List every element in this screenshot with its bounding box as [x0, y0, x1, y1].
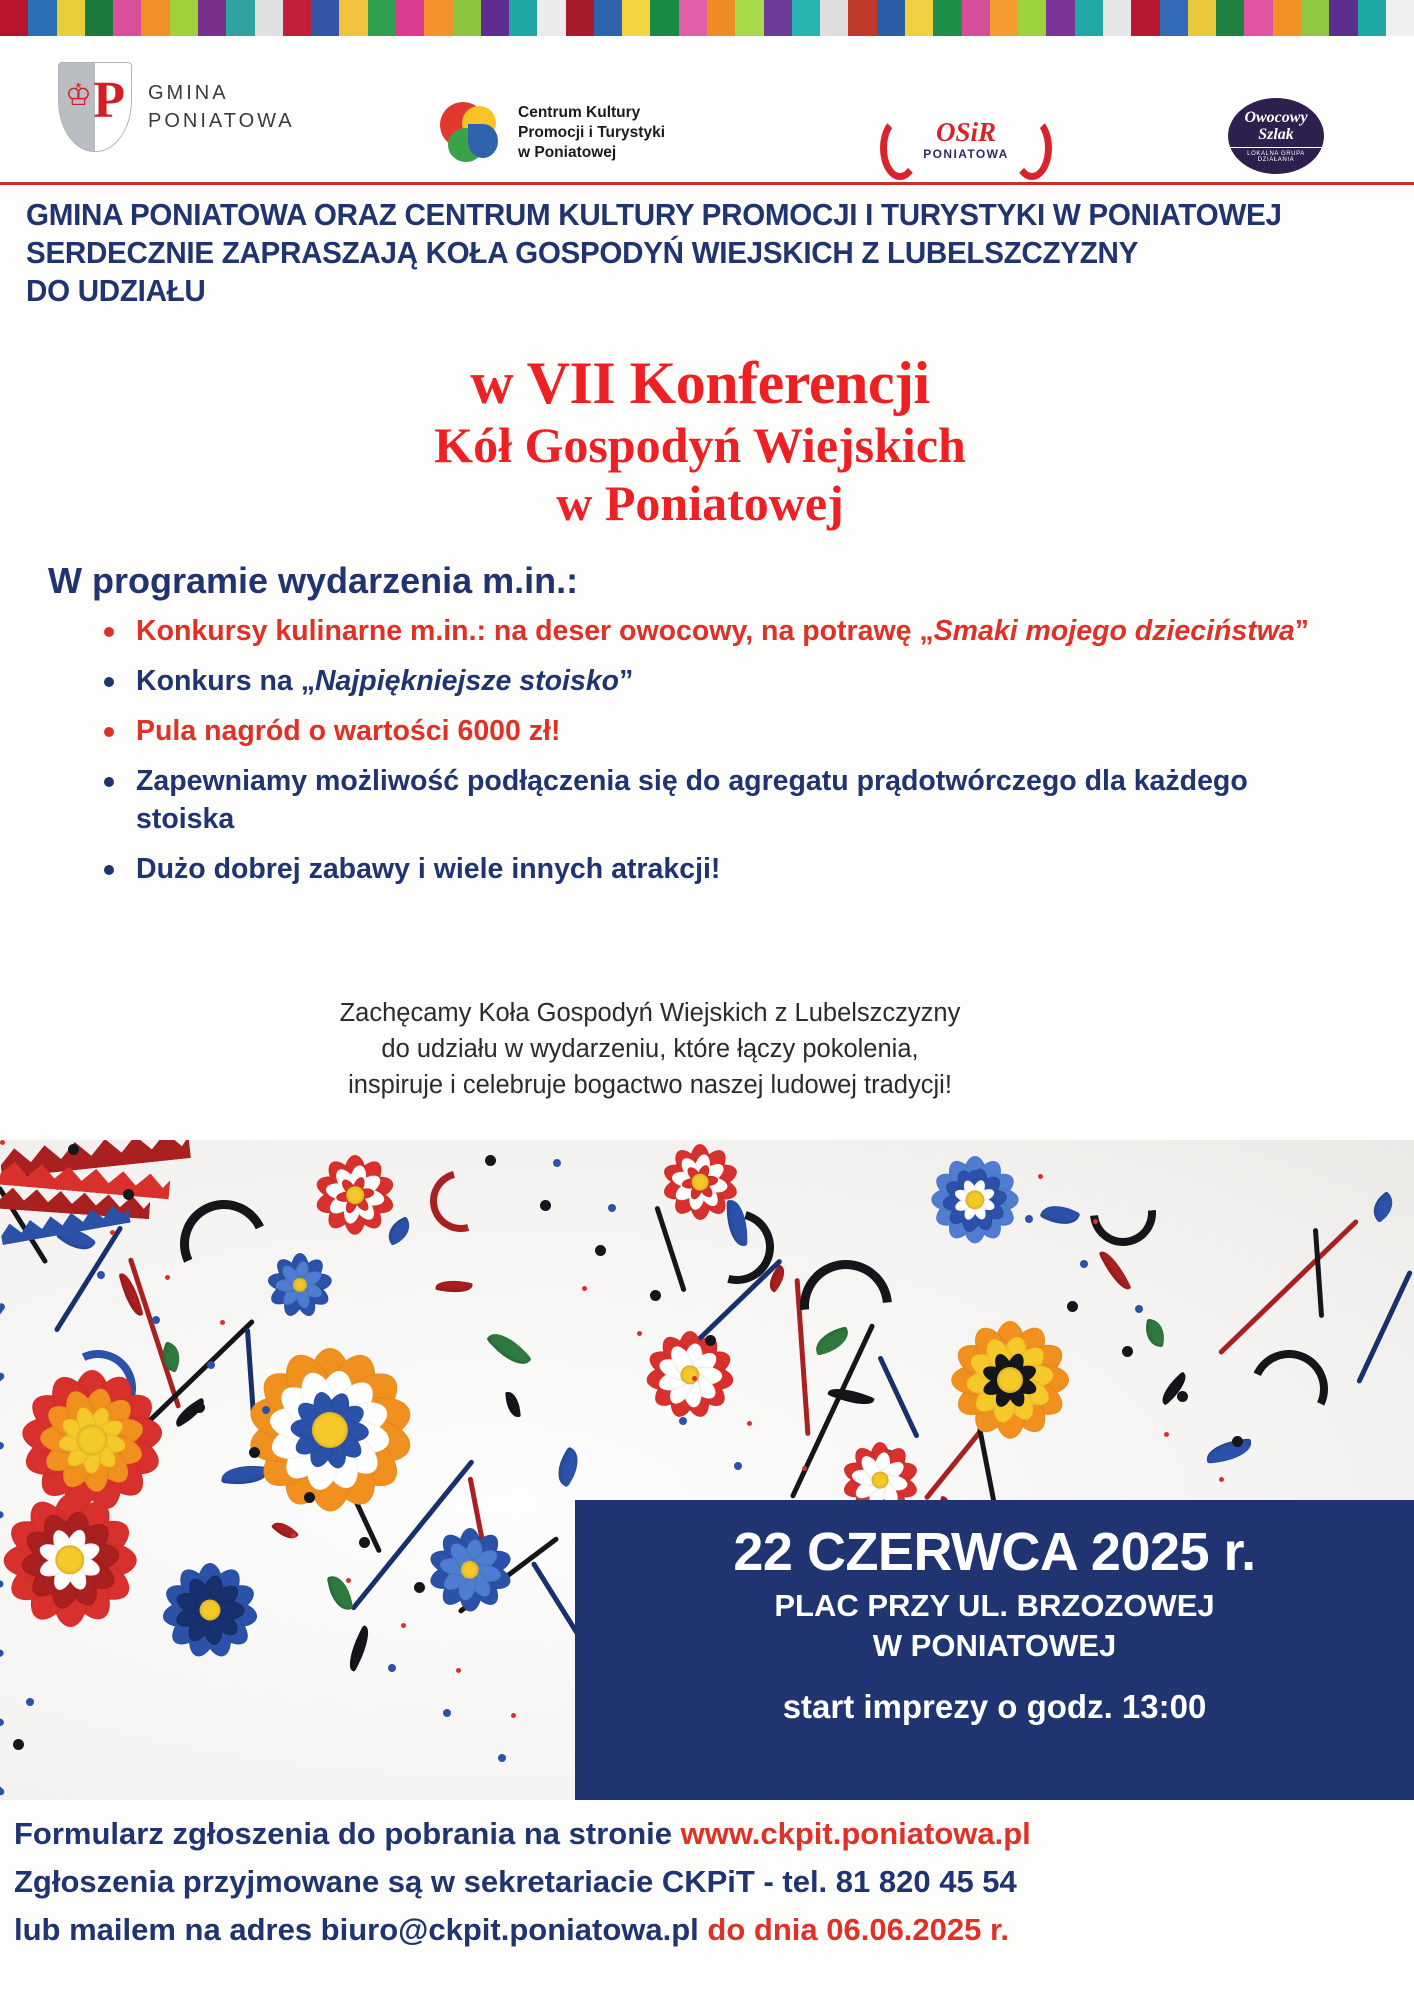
leaf: [271, 1517, 299, 1544]
list-item-text-tail: ”: [619, 665, 634, 697]
dot: [152, 1316, 160, 1324]
dot: [443, 1709, 451, 1717]
burst-spike: [0, 1441, 5, 1479]
contact-footer: [14, 1810, 1404, 1954]
stem: [877, 1355, 920, 1439]
page-title: [280, 350, 1120, 532]
color-strip-segment: [1018, 0, 1046, 36]
leaf: [505, 1391, 521, 1418]
list-item-emphasis: Smaki mojego dzieciństwa: [933, 615, 1295, 647]
burst-spike: [0, 1511, 4, 1534]
list-item-text: Konkursy kulinarne m.in.: na deser owocowy, na potrawę „: [136, 615, 934, 647]
dot: [346, 1578, 351, 1583]
dot: [304, 1492, 315, 1503]
color-strip-segment: [226, 0, 254, 36]
dot: [401, 1623, 406, 1628]
intro-line-1: GMINA PONIATOWA ORAZ CENTRUM KULTURY PROMOCJI I TURYSTYKI W PONIATOWEJ: [26, 198, 1282, 232]
color-strip-segment: [962, 0, 990, 36]
ckpit-mark-icon: [440, 102, 506, 164]
flower-core: [997, 1367, 1023, 1393]
swirl: [419, 1159, 504, 1244]
orange-rosette-large: [244, 1344, 416, 1516]
color-strip-segment: [1358, 0, 1386, 36]
logo-ckpit-line2: Promocji i Turystyki: [518, 124, 666, 141]
program-list: [90, 612, 1320, 900]
dot: [0, 1140, 5, 1145]
dot: [498, 1754, 506, 1762]
intro-line-3: DO UDZIAŁU: [26, 274, 206, 308]
leaf: [1098, 1247, 1131, 1294]
dot: [123, 1189, 134, 1200]
dot: [194, 1402, 205, 1413]
dot: [317, 1451, 325, 1459]
color-strip-segment: [1046, 0, 1074, 36]
dot: [595, 1245, 606, 1256]
red-flower-top-center: [660, 1142, 740, 1222]
color-strip-segment: [707, 0, 735, 36]
color-strip-segment: [594, 0, 622, 36]
color-strip-segment: [1386, 0, 1414, 36]
footer-line-1: [14, 1810, 1404, 1858]
invitation-intro: [26, 196, 1355, 310]
logo-gmina-poniatowa: [58, 62, 295, 152]
color-strip-segment: [933, 0, 961, 36]
dot: [388, 1664, 396, 1672]
color-strip-segment: [481, 0, 509, 36]
dot: [802, 1466, 807, 1471]
dot: [1135, 1305, 1143, 1313]
color-strip-segment: [85, 0, 113, 36]
leaf: [1039, 1198, 1080, 1231]
leaf: [550, 1446, 586, 1487]
list-item: [90, 850, 1320, 888]
color-strip-segment: [1216, 0, 1244, 36]
dot: [1177, 1391, 1188, 1402]
leaf: [343, 1625, 375, 1672]
dot: [1164, 1432, 1169, 1437]
footer-email-text[interactable]: lub mailem na adres biuro@ckpit.poniatowa.pl: [14, 1912, 708, 1947]
flower-core: [312, 1412, 348, 1448]
logo-gmina-line2: PONIATOWA: [148, 110, 295, 132]
color-strip-segment: [1075, 0, 1103, 36]
dot: [207, 1361, 215, 1369]
logo-ckpit-text: [518, 103, 665, 163]
dot: [637, 1331, 642, 1336]
szlak-line1: Owocowy: [1244, 109, 1308, 126]
color-strip-segment: [990, 0, 1018, 36]
logo-ckpit-line1: Centrum Kultury: [518, 104, 641, 121]
dot: [291, 1533, 296, 1538]
paragraph-line-3: inspiruje i celebruje bogactwo naszej ludowej tradycji!: [348, 1071, 952, 1099]
burst-spike: [0, 1746, 6, 1796]
dot: [1122, 1346, 1133, 1357]
dot: [540, 1200, 551, 1211]
dot: [747, 1421, 752, 1426]
dot: [220, 1320, 225, 1325]
dot: [511, 1713, 516, 1718]
list-item-text: Konkurs na „: [136, 665, 315, 697]
list-item-text: Zapewniamy możliwość podłączenia się do agregatu prądotwórczego dla każdego stoiska: [136, 765, 1248, 835]
osir-mark-icon: [880, 114, 1052, 168]
osir-sub: PONIATOWA: [923, 147, 1009, 161]
swirl: [1077, 1167, 1170, 1260]
color-strip-segment: [537, 0, 565, 36]
red-rosette-bottom-left: [0, 1490, 140, 1630]
program-heading: W programie wydarzenia m.in.:: [48, 560, 579, 601]
color-strip-segment: [57, 0, 85, 36]
color-strip-segment: [509, 0, 537, 36]
encouragement-paragraph: [190, 995, 1110, 1103]
color-strip-segment: [566, 0, 594, 36]
color-strip-segment: [1131, 0, 1159, 36]
dot: [679, 1417, 687, 1425]
logo-gmina-text: [148, 79, 295, 135]
leaf: [1367, 1191, 1400, 1223]
logo-owocowy-szlak: [1228, 98, 1324, 174]
color-strip-segment: [170, 0, 198, 36]
intro-line-2: SERDECZNIE ZAPRASZAJĄ KOŁA GOSPODYŃ WIEJSKICH Z LUBELSZCZYZNY: [26, 236, 1139, 270]
crest-letter: P: [93, 72, 125, 129]
title-line-2: Kół Gospodyń Wiejskich: [434, 417, 966, 473]
dot: [13, 1739, 24, 1750]
red-orange-rosette: [18, 1366, 166, 1514]
paragraph-line-2: do udziału w wydarzeniu, które łączy pokolenia,: [381, 1035, 919, 1063]
color-strip-segment: [1301, 0, 1329, 36]
title-line-1: w VII Konferencji: [470, 350, 930, 416]
list-item: [90, 612, 1320, 650]
color-strip-segment: [735, 0, 763, 36]
coat-of-arms-icon: [58, 62, 132, 152]
color-strip-segment: [1160, 0, 1188, 36]
footer-line-3: [14, 1906, 1404, 1954]
color-strip-segment: [848, 0, 876, 36]
dot: [553, 1159, 561, 1167]
small-blue-flower: [266, 1251, 334, 1319]
logo-gmina-line1: GMINA: [148, 82, 229, 104]
dot: [26, 1698, 34, 1706]
dot: [414, 1582, 425, 1593]
website-link[interactable]: www.ckpit.poniatowa.pl: [680, 1816, 1031, 1851]
event-place-line-1: PLAC PRZY UL. BRZOZOWEJ: [774, 1588, 1215, 1623]
dot: [97, 1271, 105, 1279]
flower-core: [872, 1472, 889, 1489]
dot: [456, 1668, 461, 1673]
color-strip-segment: [255, 0, 283, 36]
list-item-text: Dużo dobrej zabawy i wiele innych atrakcji!: [136, 853, 721, 885]
stem: [1313, 1228, 1324, 1318]
color-strip-segment: [622, 0, 650, 36]
color-strip-segment: [1103, 0, 1131, 36]
leaf: [1205, 1438, 1253, 1463]
color-strip-segment: [820, 0, 848, 36]
color-strip-segment: [1273, 0, 1301, 36]
color-strip-segment: [650, 0, 678, 36]
list-item: [90, 712, 1320, 750]
blue-flower-bottom-left: [160, 1560, 260, 1660]
burst-spike: [0, 1634, 4, 1657]
color-strip-segment: [877, 0, 905, 36]
footer-line-2: Zgłoszenia przyjmowane są w sekretariacie CKPiT - tel. 81 820 45 54: [14, 1864, 1017, 1899]
orange-flower-right: [948, 1318, 1072, 1442]
color-strip-segment: [0, 0, 28, 36]
flower-core: [692, 1174, 709, 1191]
title-line-3: w Poniatowej: [556, 475, 844, 531]
decorative-color-strip: [0, 0, 1414, 36]
dot: [734, 1462, 742, 1470]
burst-spike: [0, 1302, 6, 1362]
dot: [692, 1376, 697, 1381]
dot: [55, 1185, 60, 1190]
blue-daisy-top-right: [929, 1154, 1021, 1246]
dot: [1093, 1219, 1098, 1224]
list-item-emphasis: Najpiękniejsze stoisko: [314, 665, 620, 697]
dot: [1080, 1260, 1088, 1268]
flower-core: [76, 1424, 107, 1455]
dot: [165, 1275, 170, 1280]
dot: [970, 1170, 978, 1178]
leaf: [435, 1277, 473, 1296]
color-strip-segment: [792, 0, 820, 36]
color-strip-segment: [905, 0, 933, 36]
owocowy-szlak-badge-icon: [1228, 98, 1324, 174]
color-strip-segment: [283, 0, 311, 36]
color-strip-segment: [368, 0, 396, 36]
dot: [110, 1230, 115, 1235]
dot: [1025, 1215, 1033, 1223]
flower-core: [200, 1600, 221, 1621]
logo-ckpit: [440, 102, 665, 164]
swirl: [168, 1188, 281, 1301]
leaf: [486, 1325, 532, 1372]
flower-core: [346, 1186, 364, 1204]
swirl: [1239, 1339, 1339, 1439]
stem: [1356, 1270, 1413, 1384]
logo-osir: [880, 114, 1052, 168]
dot: [1067, 1301, 1078, 1312]
dot: [68, 1144, 79, 1155]
dot: [608, 1204, 616, 1212]
color-strip-segment: [679, 0, 707, 36]
color-strip-segment: [113, 0, 141, 36]
small-red-flower-mid: [644, 1329, 736, 1421]
list-item: [90, 762, 1320, 838]
burst-spike: [0, 1689, 5, 1727]
osir-name: OSiR: [935, 117, 997, 147]
leaf: [1143, 1319, 1167, 1348]
logo-ckpit-line3: w Poniatowej: [518, 144, 617, 161]
szlak-line2: Szlak: [1258, 126, 1294, 143]
szlak-sub: LOKALNA GRUPA DZIAŁANIA: [1228, 147, 1324, 163]
list-item: [90, 662, 1320, 700]
footer-line-1-text: Formularz zgłoszenia do pobrania na stronie: [14, 1816, 681, 1851]
dot: [705, 1335, 716, 1346]
burst-spike: [0, 1371, 6, 1421]
color-strip-segment: [311, 0, 339, 36]
color-strip-segment: [1244, 0, 1272, 36]
bull-head-icon: ♔: [65, 79, 92, 112]
dot: [249, 1447, 260, 1458]
color-strip-segment: [198, 0, 226, 36]
color-strip-segment: [453, 0, 481, 36]
list-item-text-tail: ”: [1294, 615, 1310, 647]
dot: [1219, 1477, 1224, 1482]
color-strip-segment: [28, 0, 56, 36]
color-strip-segment: [1188, 0, 1216, 36]
dot: [650, 1290, 661, 1301]
red-flower-top-left: [313, 1153, 397, 1237]
color-strip-segment: [764, 0, 792, 36]
footer-deadline: do dnia 06.06.2025 r.: [707, 1912, 1009, 1947]
color-strip-segment: [1329, 0, 1357, 36]
stem: [1218, 1219, 1360, 1356]
event-date: 22 CZERWCA 2025 r.: [733, 1522, 1256, 1582]
blue-flower-bottom: [426, 1526, 514, 1614]
dot: [262, 1406, 270, 1414]
color-strip-segment: [141, 0, 169, 36]
color-strip-segment: [339, 0, 367, 36]
event-start-time: start imprezy o godz. 13:00: [782, 1688, 1207, 1725]
event-place-line-2: W PONIATOWEJ: [872, 1628, 1117, 1663]
stem: [654, 1205, 687, 1292]
color-strip-segment: [396, 0, 424, 36]
dot: [359, 1537, 370, 1548]
dot: [1038, 1174, 1043, 1179]
dot: [582, 1286, 587, 1291]
dot: [485, 1155, 496, 1166]
dot: [1232, 1436, 1243, 1447]
event-details-panel: [575, 1500, 1414, 1800]
paragraph-line-1: Zachęcamy Koła Gospodyń Wiejskich z Lubelszczyzny: [339, 999, 961, 1027]
list-item-text: Pula nagród o wartości 6000 zł!: [136, 715, 561, 747]
logo-bar: [0, 36, 1414, 185]
color-strip-segment: [424, 0, 452, 36]
